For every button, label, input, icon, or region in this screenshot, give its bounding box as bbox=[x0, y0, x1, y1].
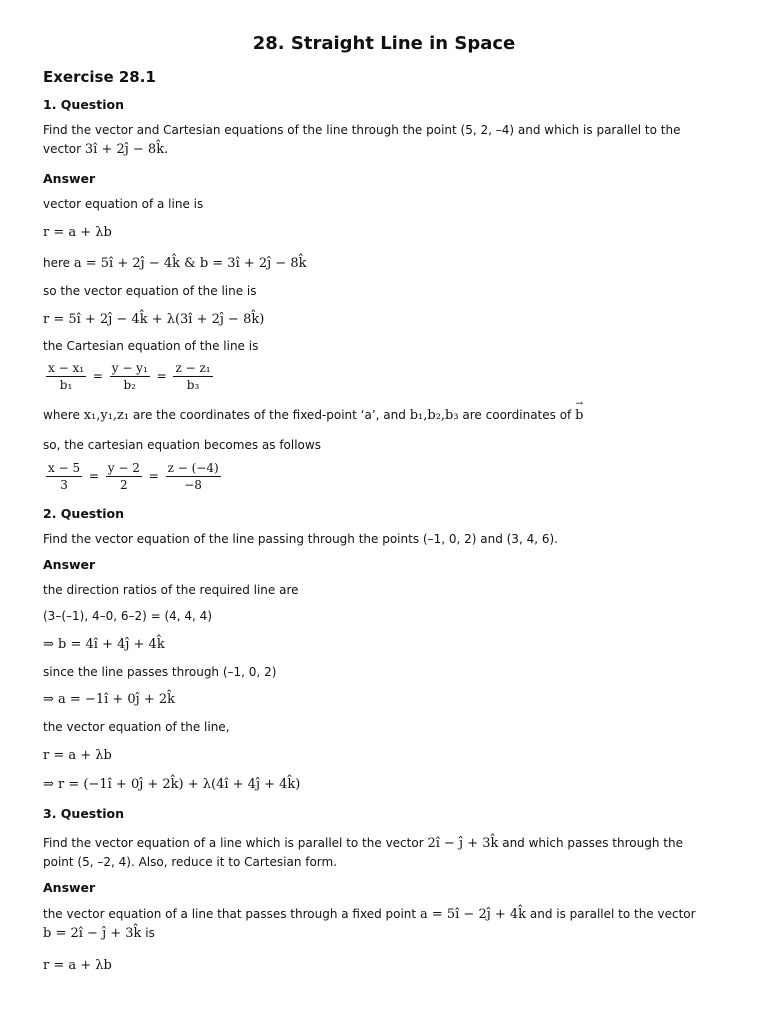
question-3-text-c: point (5, –2, 4). Also, reduce it to Cartesian form. bbox=[43, 855, 338, 869]
where-text: where bbox=[43, 408, 80, 422]
fraction-denominator: b₁ bbox=[59, 378, 73, 392]
page-title: 28. Straight Line in Space bbox=[252, 33, 516, 54]
fraction-numerator: x − x₁ bbox=[48, 361, 85, 375]
question-1-text-line-2: vector bbox=[43, 142, 82, 156]
fraction-numerator: x − 5 bbox=[48, 461, 81, 475]
question-2-text: Find the vector equation of the line passing through the points (–1, 0, 2) and (3, 4, 6). bbox=[43, 532, 558, 546]
answer-1-heading: Answer bbox=[43, 171, 96, 186]
answer-1-vector-equation: r = a + λb bbox=[43, 225, 112, 240]
here-equation: a = 5î + 2ĵ − 4k̂ & b = 3î + 2ĵ − 8k̂ bbox=[73, 256, 307, 271]
answer-3-heading: Answer bbox=[43, 880, 96, 895]
answer-2-line-4: the vector equation of the line, bbox=[43, 720, 230, 734]
answer-2-line-1: the direction ratios of the required line are bbox=[43, 583, 299, 597]
answer-1-where-line bbox=[43, 406, 733, 425]
answer-2-vector-equation: r = a + λb bbox=[43, 748, 112, 763]
answer-2-final-equation: ⇒ r = (−1î + 0ĵ + 2k̂) + λ(4î + 4ĵ + 4k̂) bbox=[43, 777, 301, 792]
question-3-text bbox=[43, 834, 733, 872]
answer-1-line-equation: r = 5î + 2ĵ − 4k̂ + λ(3î + 2ĵ − 8k̂) bbox=[43, 312, 265, 327]
answer-2-line-2: (3–(–1), 4–0, 6–2) = (4, 4, 4) bbox=[43, 609, 213, 623]
answer-2-point-vector: ⇒ a = −1î + 0ĵ + 2k̂ bbox=[43, 692, 176, 707]
where-text-2: are the coordinates of the fixed-point ‘a’, and bbox=[132, 408, 406, 422]
answer-3-is: is bbox=[145, 926, 155, 940]
question-1-text-line-1: Find the vector and Cartesian equations of the line through the point (5, 2, –4) and which is parallel to the bbox=[43, 123, 681, 137]
fraction-numerator: y − 2 bbox=[107, 461, 140, 475]
fraction-denominator: −8 bbox=[184, 478, 202, 492]
answer-3-text-b: and is parallel to the vector bbox=[529, 907, 696, 921]
where-variables: x₁,y₁,z₁ bbox=[83, 408, 130, 423]
question-3-text-a: Find the vector equation of a line which is parallel to the vector bbox=[43, 836, 424, 850]
fraction-denominator: 2 bbox=[120, 478, 128, 492]
fraction-numerator: y − y₁ bbox=[111, 361, 148, 375]
question-3-text-b: and which passes through the bbox=[502, 836, 683, 850]
vector-b-symbol: b → bbox=[575, 406, 583, 425]
question-1-text bbox=[43, 121, 733, 159]
answer-1-line-1: vector equation of a line is bbox=[43, 197, 204, 211]
where-b-variables: b₁,b₂,b₃ bbox=[409, 408, 459, 423]
cartesian-equation: $\frac{x - 5}{3}$ = $\frac{y - 2}{2}$ = $\frac{z - (-4)}{-8}$ bbox=[48, 461, 219, 492]
answer-3-vector-equation: r = a + λb bbox=[43, 958, 112, 973]
question-2-heading: 2. Question bbox=[43, 506, 124, 521]
answer-3-direction-vector: b = 2î − ĵ + 3k̂ bbox=[43, 926, 142, 941]
answer-3-text-a: the vector equation of a line that passes through a fixed point bbox=[43, 907, 417, 921]
fraction-denominator: b₂ bbox=[123, 378, 136, 392]
answer-3-line-1 bbox=[43, 905, 733, 943]
answer-2-line-3: since the line passes through (–1, 0, 2) bbox=[43, 665, 277, 679]
question-1-heading: 1. Question bbox=[43, 97, 124, 112]
fraction-numerator: z − z₁ bbox=[175, 361, 211, 375]
cartesian-general-equation: $\frac{\text{x − x₁}}{\text{b₁}}$ = $\frac{\text{y − y₁}}{\text{b₂}}$ = $\frac{\text{z − z₁}}{\text{b₃}}$ bbox=[48, 361, 211, 392]
answer-1-line-3: the Cartesian equation of the line is bbox=[43, 339, 259, 353]
question-1-vector: 3î + 2ĵ − 8k̂. bbox=[84, 142, 169, 157]
question-3-heading: 3. Question bbox=[43, 806, 124, 821]
fraction-denominator: 3 bbox=[60, 478, 68, 492]
fraction-numerator: z − (−4) bbox=[167, 461, 219, 475]
exercise-heading: Exercise 28.1 bbox=[43, 68, 156, 86]
here-label: here bbox=[43, 256, 71, 270]
answer-2-heading: Answer bbox=[43, 557, 96, 572]
answer-1-line-2: so the vector equation of the line is bbox=[43, 284, 257, 298]
answer-2-direction-vector: ⇒ b = 4î + 4ĵ + 4k̂ bbox=[43, 637, 165, 652]
question-3-vector: 2î − ĵ + 3k̂ bbox=[427, 836, 499, 851]
where-text-3: are coordinates of bbox=[462, 408, 572, 422]
answer-3-point-vector: a = 5î − 2ĵ + 4k̂ bbox=[419, 907, 527, 922]
answer-1-here-line bbox=[43, 254, 733, 273]
answer-1-line-4: so, the cartesian equation becomes as follows bbox=[43, 438, 321, 452]
fraction-denominator: b₃ bbox=[186, 378, 200, 392]
